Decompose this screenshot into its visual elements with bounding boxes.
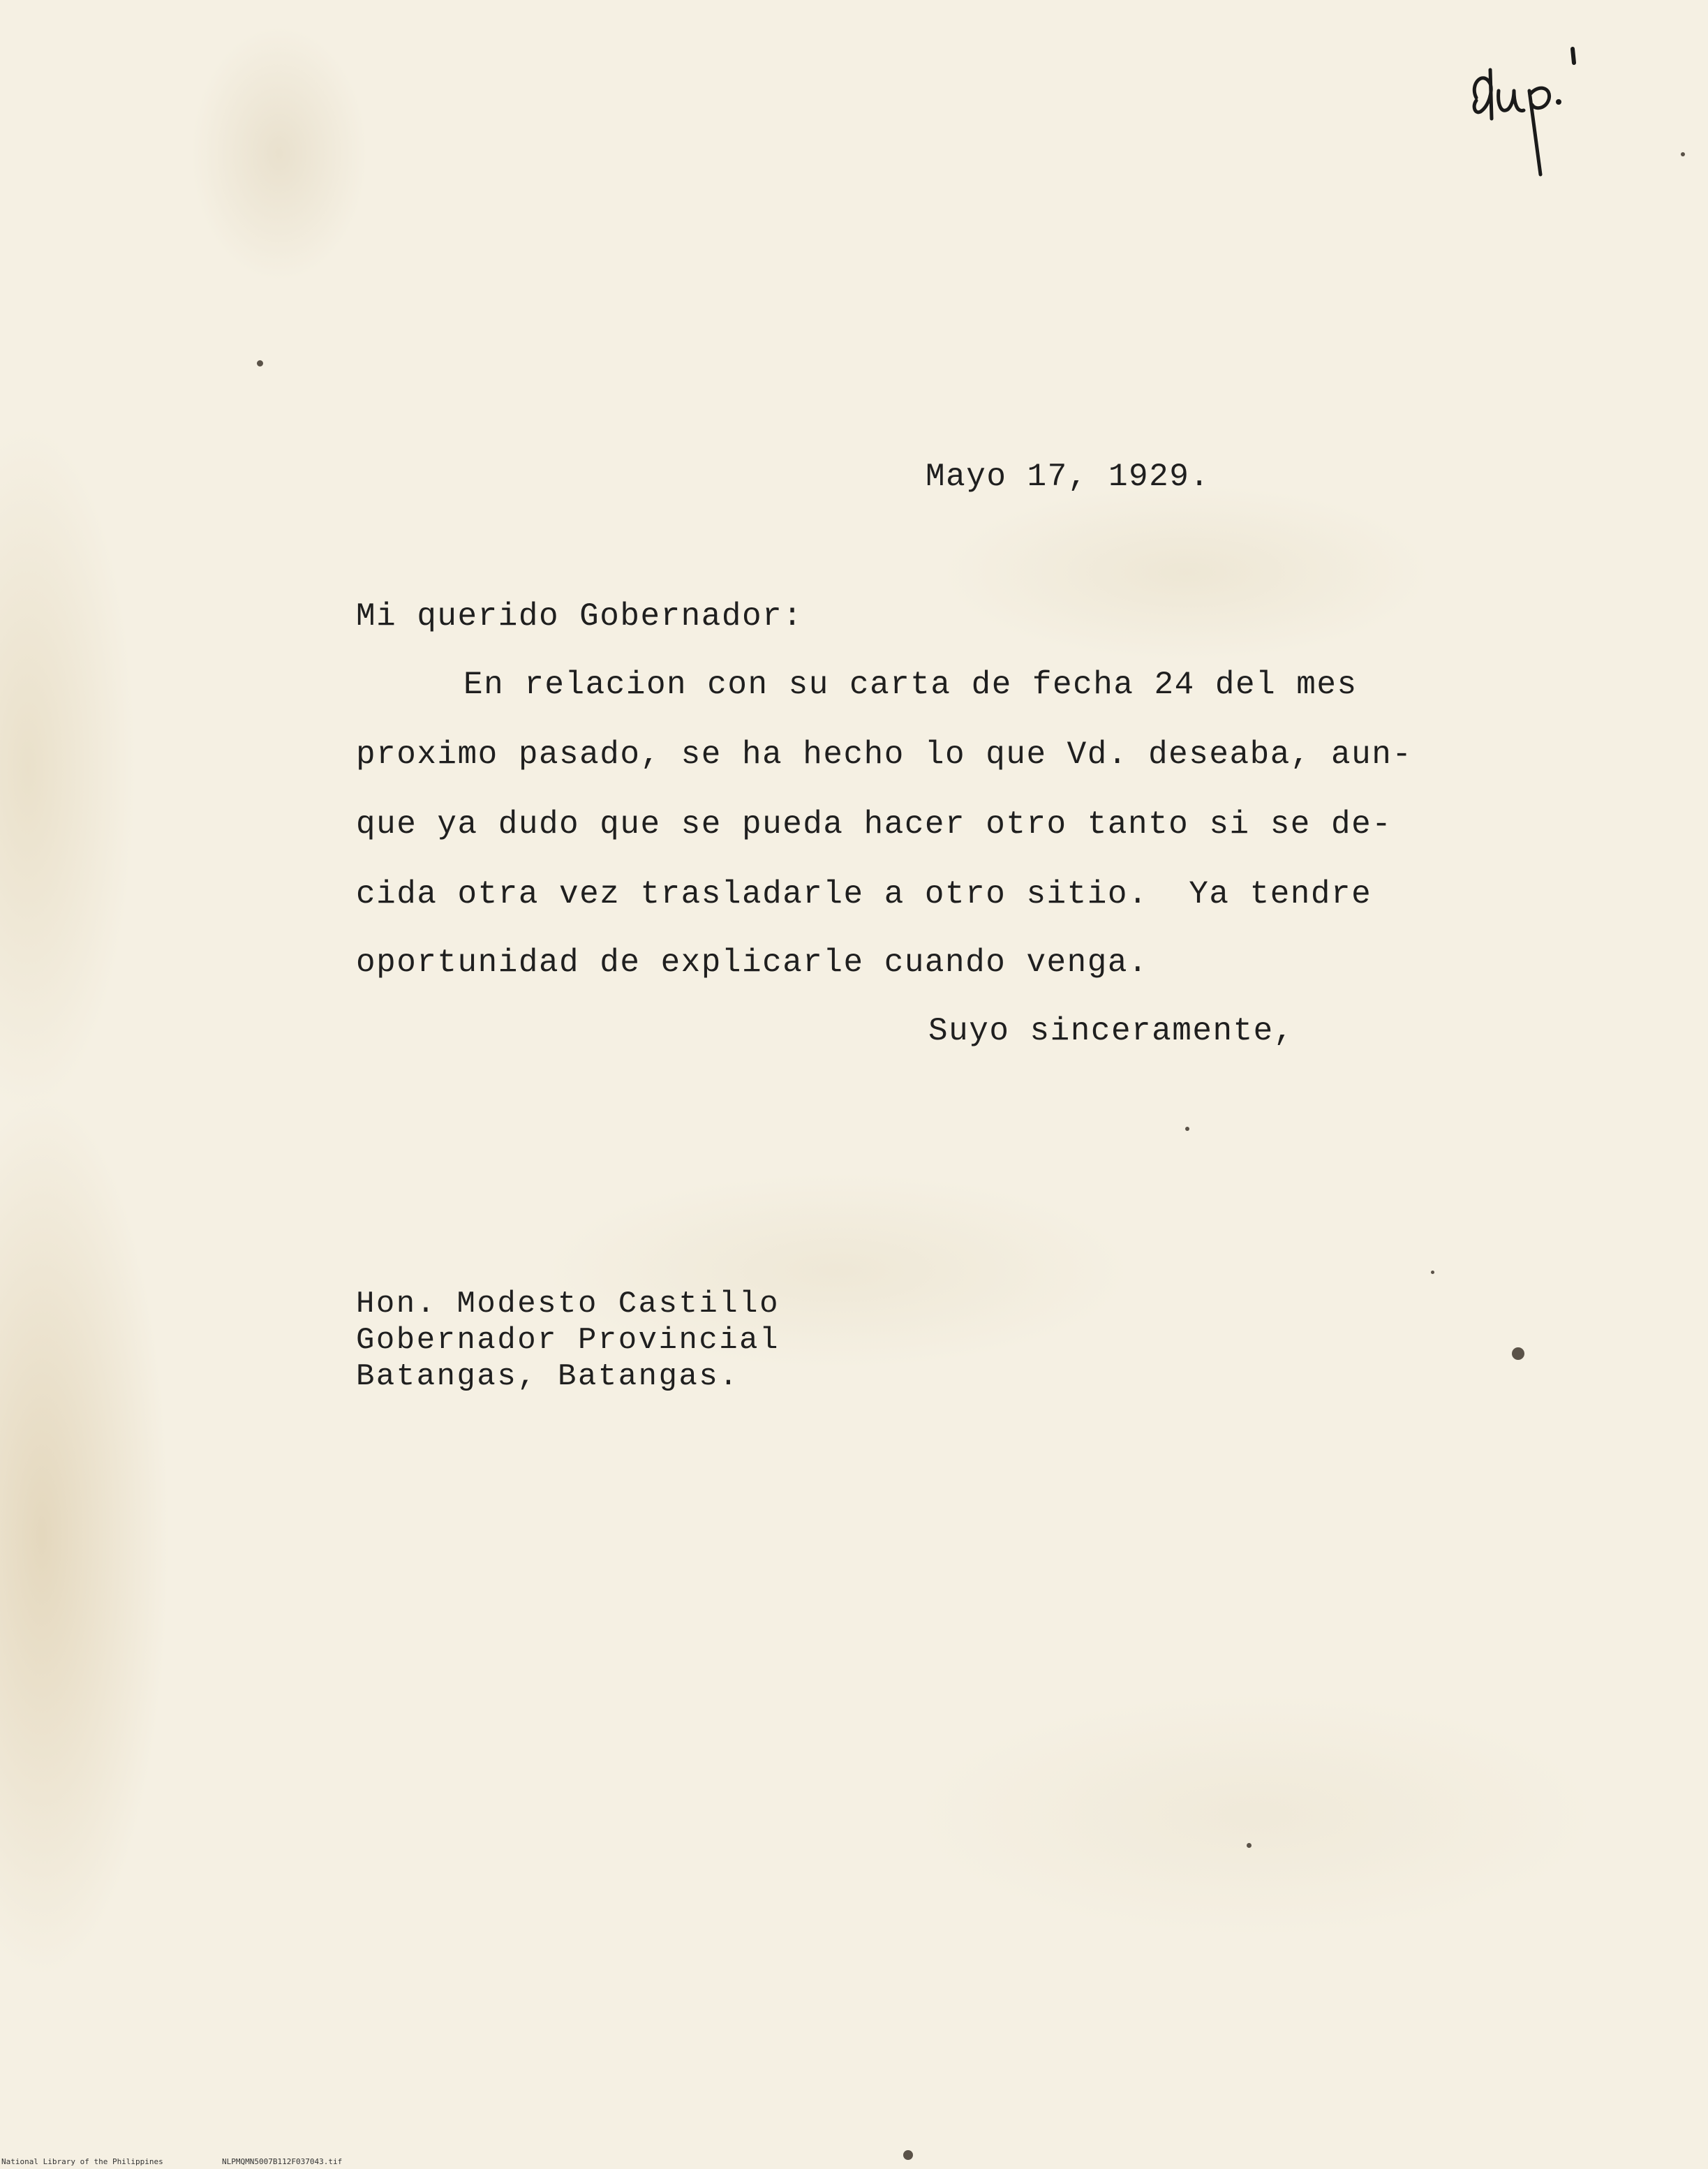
- paper-speck: [903, 2150, 913, 2160]
- paper-speck: [1185, 1127, 1189, 1131]
- letter-salutation: Mi querido Gobernador:: [356, 598, 803, 635]
- letter-body-line: proximo pasado, se ha hecho lo que Vd. deseaba, aun-: [356, 736, 1413, 773]
- letter-body-line: oportunidad de explicarle cuando venga.: [356, 945, 1149, 981]
- letter-date: Mayo 17, 1929.: [926, 459, 1210, 495]
- letter-body-line: que ya dudo que se pueda hacer otro tanto si se de-: [356, 806, 1393, 843]
- footer-source: National Library of the Philippines: [1, 2157, 163, 2166]
- paper-speck: [257, 360, 263, 367]
- paper-speck: [1431, 1271, 1434, 1274]
- letter-body-line: cida otra vez trasladarle a otro sitio. Ya tendre: [356, 876, 1372, 912]
- addressee-title: Gobernador Provincial: [356, 1323, 780, 1358]
- addressee-location: Batangas, Batangas.: [356, 1359, 740, 1394]
- letter-body-line: En relacion con su carta de fecha 24 del mes: [463, 667, 1358, 703]
- addressee-name: Hon. Modesto Castillo: [356, 1287, 780, 1322]
- paper-speck: [1512, 1347, 1524, 1360]
- handwritten-dup-mark: [1462, 42, 1602, 182]
- paper-speck: [1247, 1843, 1252, 1848]
- paper-speck: [1681, 152, 1685, 156]
- letter-closing: Suyo sinceramente,: [928, 1013, 1294, 1049]
- footer-filename: NLPMQMN5007B112F037043.tif: [222, 2157, 343, 2166]
